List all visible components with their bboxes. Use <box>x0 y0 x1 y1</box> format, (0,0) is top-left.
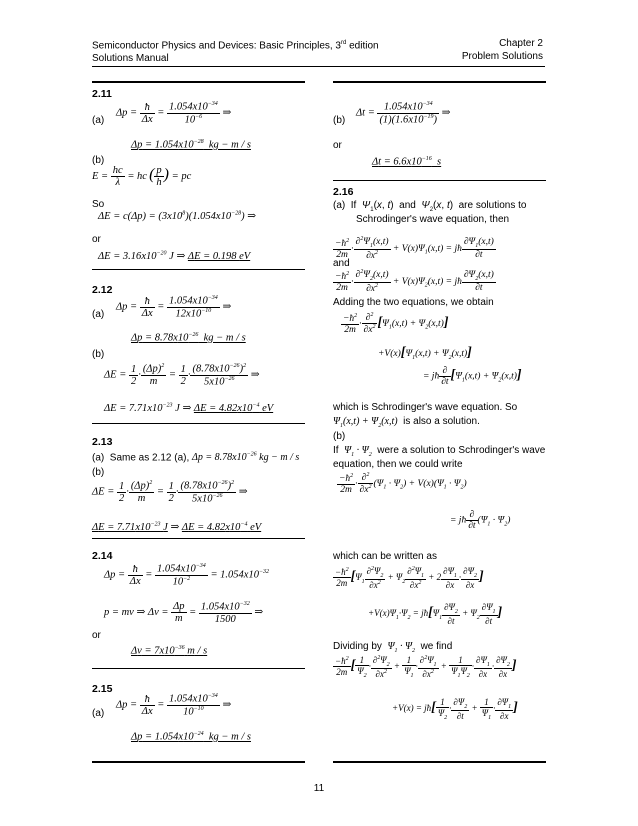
problem-number-2-11: 2.11 <box>92 88 112 100</box>
rule <box>92 423 305 424</box>
expanded-eq-2: $+V(x)\Psi_1\cdot\Psi_2$ = $jħ[\Psi_1$ $\frac{\partial\Psi_2}{\partial t}$ + $\Psi_2$ $\frac{\partial\Psi_1}{\partial t}$ ] <box>368 602 503 626</box>
page-number: 11 <box>313 783 325 794</box>
part-b-intro: If $\Psi_1 \cdot \Psi_2$ were a solution to Schrodinger's wave <box>333 445 546 458</box>
rule-left-bottom <box>92 761 305 763</box>
part-b-label: (b) <box>92 155 105 166</box>
problem-number-2-13: 2.13 <box>92 436 113 448</box>
part-a-text: (a) Same as 2.12 (a), $\Delta p = 8.78x10^{-26}$ kg − m / s <box>92 452 300 464</box>
part-b-label: (b) <box>333 431 346 442</box>
part-b-label: (b) <box>92 467 105 478</box>
header-rule <box>92 66 545 67</box>
header-manual: Solutions Manual <box>92 53 169 65</box>
rule <box>92 269 305 270</box>
header-right <box>462 37 543 63</box>
equation: Δt = $\frac{1.054x10^{-34}}{(1)(1.6x10^{-19})}$ ⇒ <box>356 101 451 125</box>
equation: E = $\frac{hc}{\lambda}$ = hc ( $\frac{p}{h}$ ) = pc <box>92 165 192 188</box>
part-b-intro-2: equation, then we could write <box>333 459 463 470</box>
header-left <box>92 37 379 65</box>
equation: p = mv ⇒ Δv = $\frac{\Delta p}{m}$ = $\frac{1.054x10^{-32}}{1500}$ ⇒ <box>104 601 264 625</box>
part-b-label: (b) <box>92 349 105 360</box>
equation: $\Delta E = c(\Delta p) = (3x10^8)(1.054x10^{-28})$ ⇒ <box>98 210 257 222</box>
product-eq-1: $\frac{-ħ^2}{2m}$ · $\frac{\partial^2}{\partial x^2}$ $(\Psi_1 \cdot \Psi_2) + V(x)(\Psi_1 \cdot \Psi_2)$ <box>339 472 467 496</box>
or-label: or <box>333 140 342 151</box>
header-section: Problem Solutions <box>461 51 543 62</box>
part-a-label: (a) <box>92 708 105 719</box>
equation: Δp = $\frac{ħ}{\Delta x}$ = $\frac{1.054x10^{-34}}{10^{-10}}$ ⇒ <box>116 693 232 717</box>
equation: Δp = $\frac{ħ}{\Delta x}$ = $\frac{1.054x10^{-34}}{12x10^{-10}}$ ⇒ <box>116 295 232 319</box>
problem-number-2-15: 2.15 <box>92 683 113 695</box>
so-label: So <box>92 199 105 210</box>
product-eq-2: = jħ $\frac{\partial}{\partial t}$ $(\Psi_1 \cdot \Psi_2)$ <box>450 510 511 531</box>
adding-text: Adding the two equations, we obtain <box>333 297 494 308</box>
rule-right-top <box>333 81 546 83</box>
part-a-intro: (a) If $\Psi_1(x$, t) and $\Psi_2(x$, t) are solutions to <box>333 200 527 213</box>
equation: ΔE = $\frac{1}{2}$ · $\frac{(\Delta p)^2}{m}$ = $\frac{1}{2}$ · $\frac{(8.78x10^{-26})^2}{5x10^{-26}}$ ⇒ <box>92 480 248 504</box>
part-a-label: (a) <box>92 309 105 320</box>
part-a-label: (a) <box>92 115 105 126</box>
rule <box>333 180 546 181</box>
equation-result: $\Delta E = 3.16x10^{-20}$ J ⇒ ΔE = 0.198 eV <box>98 250 251 262</box>
equation: ΔE = $\frac{1}{2}$ · $\frac{(\Delta p)^2}{m}$ = $\frac{1}{2}$ · $\frac{(8.78x10^{-26})^2}{5x10^{-26}}$ ⇒ <box>104 363 260 387</box>
divided-eq-1: $\frac{-ħ^2}{2m}$ [ $\frac{1}{\Psi_2}$ · $\frac{\partial^2\Psi_2}{\partial x^2}$ + $\frac{1}{\Psi_1}$ · $\frac{\partial^2\Psi_1}{\partial x^2}$ + $\frac{1}{\Psi_1\Psi_2}$ · $\frac{\partial\Psi_1}{\partial x}$ · $\frac{\partial\Psi_2}{\partial x}$ ] <box>335 655 517 679</box>
rule-left-top <box>92 81 305 83</box>
dividing-text: Dividing by $\Psi_1 \cdot \Psi_2$ we find <box>333 641 453 654</box>
equation-result: $\Delta E = 7.71x10^{-23}$ J ⇒ $\Delta E = 4.82x10^{-4}$ eV <box>92 521 262 533</box>
equation-result: $\Delta p = 1.054x10^{-24}$ kg − m / s <box>131 731 251 743</box>
or-label: or <box>92 630 101 641</box>
which-text: which is Schrodinger's wave equation. So <box>333 402 518 413</box>
rule-right-bottom <box>333 761 546 763</box>
equation: Δp = $\frac{ħ}{\Delta x}$ = $\frac{1.054x10^{-34}}{10^{-2}}$ = $1.054x10^{-32}$ <box>104 563 270 587</box>
divided-eq-2: +V(x) = jħ[ $\frac{1}{\Psi_2}$ · $\frac{\partial\Psi_2}{\partial t}$ + $\frac{1}{\Psi_1}$ · $\frac{\partial\Psi_1}{\partial x}$ ] <box>392 697 518 721</box>
header-book-title: Semiconductor Physics and Devices: Basic Principles, 3rd edition <box>92 40 379 52</box>
expanded-eq-1: $\frac{-ħ^2}{2m}$ [$\Psi_1$ $\frac{\partial^2\Psi_2}{\partial x^2}$ + $\Psi_2$ $\frac{\partial^2\Psi_1}{\partial x^2}$ + 2 $\frac{\partial\Psi_1}{\partial x}$ · $\frac{\partial\Psi_2}{\partial x}$ ] <box>335 566 484 590</box>
sum-eq-3: = jħ $\frac{\partial}{\partial t}$ $[\Psi_1(x,t) + \Psi_2(x,t)]$ <box>423 366 522 387</box>
equation-result: $\Delta p = 8.78x10^{-26}$ kg − m / s <box>131 332 246 344</box>
equation-result: $\Delta t = 6.6x10^{-16}$ s <box>372 156 442 168</box>
problem-number-2-16: 2.16 <box>333 186 354 198</box>
equation-result: $\Delta E = 7.71x10^{-23}$ J ⇒ $\Delta E = 4.82x10^{-4}$ eV <box>104 402 274 414</box>
sum-eq-1: $\frac{-ħ^2}{2m}$ · $\frac{\partial^2}{\partial x^2}$ $[\Psi_1(x,t) + \Psi_2(x,t)]$ <box>343 312 449 336</box>
written-as-text: which can be written as <box>333 551 437 562</box>
schrodinger-eq-1: $\frac{-ħ^2}{2m}$ · $\frac{\partial^2\Psi_1(x,t)}{\partial x^2}$ + $V(x)\Psi_1(x,t)$ = jħ $\frac{\partial\Psi_1(x,t)}{\partial t}$ <box>335 236 494 262</box>
part-a-intro-2: Schrodinger's wave equation, then <box>356 214 510 225</box>
schrodinger-eq-2: $\frac{-ħ^2}{2m}$ · $\frac{\partial^2\Psi_2(x,t)}{\partial x^2}$ + $V(x)\Psi_2(x,t)$ = jħ $\frac{\partial\Psi_2(x,t)}{\partial t}$ <box>335 269 494 295</box>
sum-solution-text: $\Psi_1(x,t) + \Psi_2(x,t)$ is also a solution. <box>333 416 480 429</box>
problem-number-2-14: 2.14 <box>92 550 113 562</box>
and-label: and <box>333 258 350 269</box>
equation: Δp = $\frac{ħ}{\Delta x}$ = $\frac{1.054x10^{-34}}{10^{-6}}$ ⇒ <box>116 101 232 125</box>
rule <box>92 668 305 669</box>
header-chapter: Chapter 2 <box>499 38 543 49</box>
part-b-label: (b) <box>333 115 346 126</box>
rule <box>92 538 305 539</box>
sum-eq-2: $+V(x)[\Psi_1(x,t) + \Psi_2(x,t)]$ <box>378 345 472 361</box>
equation-result: $\Delta p = 1.054x10^{-28}$ kg − m / s <box>131 139 251 151</box>
equation-result: $\Delta v = 7x10^{-36}$ m / s <box>131 645 208 657</box>
or-label: or <box>92 234 101 245</box>
problem-number-2-12: 2.12 <box>92 284 113 296</box>
